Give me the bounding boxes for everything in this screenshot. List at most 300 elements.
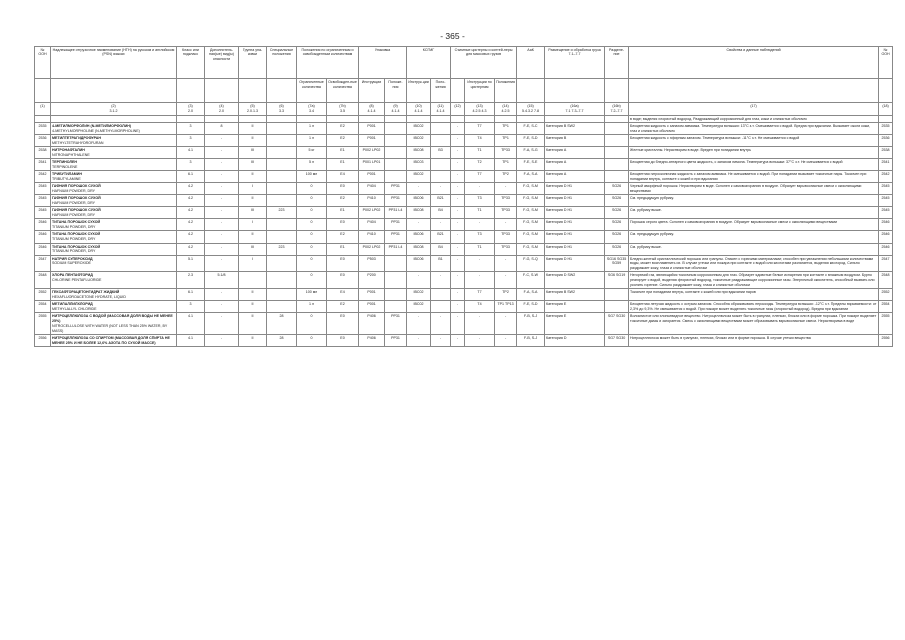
cell-tank-instruction: T7 <box>465 122 495 134</box>
cell-excepted-quantity: E0 <box>327 313 359 335</box>
cell-subsidiary-risk: - <box>205 195 239 207</box>
column-number <box>407 103 431 115</box>
name-en: TERPINOLENE <box>52 164 78 169</box>
cell-un-number: 2542 <box>35 171 51 183</box>
name-ru: МЕТИЛТЕТРАГИДРОФУРАН <box>52 135 101 140</box>
cell-stowage: Категория B SW2 <box>545 122 605 134</box>
cell-un-number-right: 2545 <box>879 207 893 219</box>
cell-un-number-right: 2538 <box>879 147 893 159</box>
cell-tank-instruction: - <box>465 334 495 346</box>
cell-subsidiary-risk: 8 <box>205 122 239 134</box>
name-ru: ТРИБУТИЛАМИН <box>52 172 82 177</box>
column-number <box>385 103 407 115</box>
cell-stowage: Категория D H1 <box>545 183 605 195</box>
cell-special-provisions <box>267 183 297 195</box>
cell-excepted-quantity: E1 <box>327 159 359 171</box>
cell-imo-tank: - <box>451 334 465 346</box>
cell-stowage: Категория D H1 <box>545 255 605 272</box>
cell-imo-tank: - <box>451 301 465 313</box>
cell-stowage: Категория A <box>545 147 605 159</box>
cell-proper-shipping-name <box>51 115 177 122</box>
cell-imo-tank: - <box>451 171 465 183</box>
cell-excepted-quantity: E1 <box>327 147 359 159</box>
cell-un-number-right <box>879 115 893 122</box>
cell-packing-instruction: P404 <box>359 183 385 195</box>
column-number-label: (3) <box>188 103 193 108</box>
col-un-right: № ООН <box>879 47 893 79</box>
cell-un-number: 2545 <box>35 183 51 195</box>
cell-un-number: 2541 <box>35 159 51 171</box>
cell-packing-provision: PP31 <box>385 231 407 243</box>
cell-properties: Бесцветная жидкость с запахом аммиака. Температура вспышки: 13°C з.т. Смешивается с водой. Вредна при вдыхании. Вызывает ожоги кожи, глаз и слизистых оболочек <box>629 122 879 134</box>
column-number-label: (12) <box>454 103 461 108</box>
cell-segregation <box>605 159 629 171</box>
cell-packing-group: I <box>239 219 267 231</box>
column-number-ref: 7.2–7.7 <box>610 108 623 113</box>
cell-imo-tank: - <box>451 183 465 195</box>
cell-ibc-instruction: IBC02 <box>407 171 431 183</box>
cell-special-provisions <box>267 122 297 134</box>
cell-imo-tank: - <box>451 313 465 335</box>
cell-ibc-provision: - <box>431 183 451 195</box>
table-row <box>35 289 893 301</box>
cell-limited-quantity: 0 <box>297 243 327 255</box>
cell-packing-instruction: P001 <box>359 122 385 134</box>
cell-subsidiary-risk: - <box>205 134 239 146</box>
cell-un-number: 2545 <box>35 195 51 207</box>
cell-special-provisions <box>267 147 297 159</box>
cell-imo-tank: - <box>451 122 465 134</box>
cell-excepted-quantity: E0 <box>327 219 359 231</box>
cell-limited-quantity: 1 л <box>297 301 327 313</box>
table-row <box>35 183 893 195</box>
cell-properties: в воде; выделяя хлористый водород. Раздражающий коррозионный для глаз, кожи и слизистых оболочек <box>629 115 879 122</box>
cell-tank-provision <box>495 115 517 122</box>
cell-stowage: Категория A <box>545 171 605 183</box>
cell-segregation <box>605 115 629 122</box>
cell-packing-provision <box>385 272 407 289</box>
cell-ibc-provision: B4 <box>431 243 451 255</box>
name-ru: МЕТИЛАЛЛИЛХЛОРИД <box>52 302 93 307</box>
cell-tank-provision: TP2 <box>495 171 517 183</box>
cell-packing-instruction: P002 LP02 <box>359 207 385 219</box>
cell-ems: F-G, S-Q <box>517 255 545 272</box>
table-row <box>35 334 893 346</box>
cell-packing-provision: PP31 <box>385 183 407 195</box>
column-number-label: (11) <box>437 103 444 108</box>
cell-imo-tank: - <box>451 207 465 219</box>
cell-un-number: 2548 <box>35 272 51 289</box>
cell-un-number-right: 2547 <box>879 255 893 272</box>
cell-packing-instruction: P001 <box>359 134 385 146</box>
cell-proper-shipping-name <box>51 313 177 335</box>
cell-packing-instruction: P001 <box>359 289 385 301</box>
cell-segregation: SG6 SG19 <box>605 272 629 289</box>
cell-ems: F-G, S-M <box>517 231 545 243</box>
column-number-label: (16a) <box>570 103 579 108</box>
cell-properties: Волокнистое или хлопьевидное вещество. Нитроцеллюлоза может быть в гранулах, пленках, блоках или в форме порошка. При пожаре выделяет токсичные дымы и загорается. Смесь с окисляющими веществами может образовывать взрывоопасные смеси. Нерастворима в воде <box>629 313 879 335</box>
name-en: NITRONAPHTHALENE <box>52 152 90 157</box>
cell-tank-instruction: T3 <box>465 195 495 207</box>
column-number-label: (5) <box>250 103 255 108</box>
cell-tank-instruction <box>465 115 495 122</box>
column-number-ref: 2.0.1.3 <box>247 108 258 113</box>
cell-properties: Негорючий газ, являющийся токсичным коррозионным для глаз. Образует ядовитые белые испарения при контакте с влажным воздухом. Бурно реагирует с водой, выделяя фтористый водород, токсичные раздражающие коррозионные газы. Энергичный окислитель, способный вызвать или усилить горение. Сильно раздражает кожу, глаза и слизистые оболочки <box>629 272 879 289</box>
cell-un-number-right: 2555 <box>879 313 893 335</box>
cell-proper-shipping-name <box>51 195 177 207</box>
cell-class: 4.2 <box>177 243 205 255</box>
col-stowage: Размещение и обработка груза 7.1–7.7 <box>545 47 605 79</box>
table-row <box>35 171 893 183</box>
cell-packing-provision <box>385 159 407 171</box>
cell-excepted-quantity: E2 <box>327 231 359 243</box>
cell-ibc-provision: B4 <box>431 207 451 219</box>
name-en: METHYLALLYL CHLORIDE <box>52 306 97 311</box>
cell-packing-group: II <box>239 171 267 183</box>
cell-special-provisions: 223 <box>267 207 297 219</box>
column-number <box>297 103 327 115</box>
cell-packing-group <box>239 115 267 122</box>
cell-class: 4.1 <box>177 313 205 335</box>
cell-subsidiary-risk: - <box>205 301 239 313</box>
cell-stowage: Категория A <box>545 159 605 171</box>
table-row <box>35 313 893 335</box>
cell-ibc-instruction: IBC02 <box>407 301 431 313</box>
cell-proper-shipping-name <box>51 289 177 301</box>
cell-ems: F-G, S-M <box>517 195 545 207</box>
cell-proper-shipping-name <box>51 243 177 255</box>
cell-special-provisions <box>267 115 297 122</box>
col-special-provisions: Специальные положения <box>267 47 297 79</box>
column-number <box>359 103 385 115</box>
cell-proper-shipping-name <box>51 147 177 159</box>
cell-tank-instruction: T7 <box>465 289 495 301</box>
column-number-label: (10) <box>415 103 422 108</box>
cell-packing-group: III <box>239 159 267 171</box>
cell-un-number-right: 2545 <box>879 183 893 195</box>
cell-subsidiary-risk: - <box>205 313 239 335</box>
name-en: HAFNIUM POWDER, DRY <box>52 188 96 193</box>
cell-segregation <box>605 147 629 159</box>
cell-class: 4.2 <box>177 231 205 243</box>
cell-special-provisions <box>267 134 297 146</box>
cell-imo-tank: - <box>451 272 465 289</box>
cell-tank-instruction: - <box>465 313 495 335</box>
cell-limited-quantity: 100 мл <box>297 289 327 301</box>
cell-packing-instruction: P002 LP02 <box>359 243 385 255</box>
cell-un-number-right: 2542 <box>879 171 893 183</box>
cell-class: 4.1 <box>177 147 205 159</box>
cell-stowage: Категория E <box>545 313 605 335</box>
cell-class: 6.1 <box>177 171 205 183</box>
table-row <box>35 115 893 122</box>
name-ru: ГАФНИЯ ПОРОШОК СУХОЙ <box>52 208 101 213</box>
cell-excepted-quantity <box>327 115 359 122</box>
cell-segregation <box>605 171 629 183</box>
cell-proper-shipping-name <box>51 171 177 183</box>
column-number <box>465 103 495 115</box>
name-en: TRIBUTYLAMINE <box>52 176 81 181</box>
cell-excepted-quantity: E0 <box>327 255 359 272</box>
cell-un-number: 2538 <box>35 147 51 159</box>
column-number-label: (4) <box>219 103 224 108</box>
cell-packing-group: III <box>239 207 267 219</box>
cell-subsidiary-risk: - <box>205 289 239 301</box>
cell-packing-provision: PP31 L4 <box>385 243 407 255</box>
cell-stowage: Категория D H1 <box>545 219 605 231</box>
col-properties: Свойства и данные наблюдений <box>629 47 879 79</box>
cell-un-number: 2554 <box>35 301 51 313</box>
cell-limited-quantity: 5 л <box>297 159 327 171</box>
table-row <box>35 243 893 255</box>
cell-segregation: SG26 <box>605 183 629 195</box>
cell-special-provisions <box>267 231 297 243</box>
cell-excepted-quantity: E2 <box>327 134 359 146</box>
cell-packing-provision <box>385 255 407 272</box>
cell-class: 3 <box>177 134 205 146</box>
cell-stowage: Категория D SW2 <box>545 272 605 289</box>
cell-subsidiary-risk: - <box>205 255 239 272</box>
cell-excepted-quantity: E2 <box>327 301 359 313</box>
cell-segregation: SG26 <box>605 207 629 219</box>
cell-proper-shipping-name <box>51 134 177 146</box>
column-number <box>879 103 893 115</box>
cell-packing-instruction: P503 <box>359 255 385 272</box>
name-ru: НИТРОЦЕЛЛЮЛОЗА СО СПИРТОМ (МАССОВАЯ ДОЛЯ СПИРТА НЕ МЕНЕЕ 25% И НЕ БОЛЕЕ 12,6% АЗОТА ПО СУХОЙ МАССЕ) <box>52 335 170 345</box>
name-ru: 4-МЕТИЛМОРФОЛИН (N-МЕТИЛМОРФОЛИН) <box>52 123 131 128</box>
cell-un-number: 2555 <box>35 313 51 335</box>
subcol-imo <box>451 79 465 103</box>
cell-ems: F-G, S-M <box>517 207 545 219</box>
column-number-ref: 4.1.4 <box>391 108 400 113</box>
column-number <box>605 103 629 115</box>
column-number-ref: 4.2.5 4.3 <box>472 108 487 113</box>
cell-un-number: 2546 <box>35 219 51 231</box>
cell-un-number-right: 2536 <box>879 134 893 146</box>
cell-ems: F-G, S-M <box>517 243 545 255</box>
cell-packing-instruction: P001 <box>359 171 385 183</box>
cell-tank-provision: - <box>495 334 517 346</box>
subcol-tank-instr: Инструкции по цистернам <box>465 79 495 103</box>
cell-proper-shipping-name <box>51 272 177 289</box>
column-number-ref: 4.2.5 <box>501 108 510 113</box>
column-number-label: (15) <box>527 103 534 108</box>
subcol-lq: Ограниченные количества <box>297 79 327 103</box>
cell-excepted-quantity: E0 <box>327 272 359 289</box>
cell-packing-group: II <box>239 313 267 335</box>
column-number-label: (7b) <box>339 103 346 108</box>
cell-subsidiary-risk: - <box>205 159 239 171</box>
name-en: HAFNIUM POWDER, DRY <box>52 201 96 205</box>
cell-special-provisions: 28 <box>267 334 297 346</box>
column-number-ref: 3.4 <box>309 108 314 113</box>
cell-limited-quantity: 0 <box>297 272 327 289</box>
cell-packing-group: II <box>239 195 267 207</box>
cell-ibc-provision <box>431 134 451 146</box>
cell-limited-quantity: 1 л <box>297 134 327 146</box>
cell-un-number: 2535 <box>35 122 51 134</box>
cell-properties: Токсичен при попадании внутрь, контакте с кожей или при вдыхании паров <box>629 289 879 301</box>
col-subrisk: Дополнитель-ная(ые) вид(ы) опасности <box>205 47 239 79</box>
table-row <box>35 219 893 231</box>
name-en: TITANIUM POWDER, DRY <box>52 237 96 242</box>
cell-ems: F-C, S-W <box>517 272 545 289</box>
cell-stowage: Категория B SW2 <box>545 289 605 301</box>
header-row-subtitles <box>35 79 893 103</box>
column-number <box>517 103 545 115</box>
cell-special-provisions <box>267 159 297 171</box>
cell-tank-provision: TP33 <box>495 207 517 219</box>
column-number-ref: 4.1.4 <box>367 108 376 113</box>
column-number-label: (18) <box>882 103 889 108</box>
cell-segregation: SG26 <box>605 243 629 255</box>
cell-tank-provision: - <box>495 272 517 289</box>
cell-properties: См. предыдущую рубрику. <box>629 231 879 243</box>
cell-stowage: Категория D <box>545 334 605 346</box>
cell-special-provisions <box>267 195 297 207</box>
name-en: CHLORINE PENTAFLUORIDE <box>52 278 102 283</box>
cell-packing-instruction: P200 <box>359 272 385 289</box>
cell-subsidiary-risk <box>205 115 239 122</box>
cell-tank-provision: TP2 <box>495 289 517 301</box>
cell-ibc-provision: - <box>431 313 451 335</box>
col-aux: АаК <box>517 47 545 79</box>
cell-packing-instruction: P002 LP02 <box>359 147 385 159</box>
subcol-eq: Освобожден-ные количества <box>327 79 359 103</box>
cell-ibc-instruction: IBC06 <box>407 255 431 272</box>
cell-packing-instruction: P001 LP01 <box>359 159 385 171</box>
name-ru: ТИТАНА ПОРОШОК СУХОЙ <box>52 220 101 225</box>
cell-packing-provision <box>385 147 407 159</box>
cell-segregation: SG7 SG30 <box>605 313 629 335</box>
cell-limited-quantity: 100 мл <box>297 171 327 183</box>
table-row <box>35 122 893 134</box>
cell-ems: F-E, S-D <box>517 134 545 146</box>
page-number: - 365 - <box>440 31 465 41</box>
cell-class: 4.2 <box>177 207 205 219</box>
cell-proper-shipping-name <box>51 122 177 134</box>
cell-un-number-right: 2552 <box>879 289 893 301</box>
cell-proper-shipping-name <box>51 255 177 272</box>
column-number-ref: 2.0 <box>219 108 224 113</box>
cell-properties: Желтые кристаллы. Нерастворим в воде. Вреден при попадании внутрь <box>629 147 879 159</box>
cell-stowage: Категория D H1 <box>545 231 605 243</box>
cell-special-provisions <box>267 219 297 231</box>
cell-un-number-right: 2548 <box>879 272 893 289</box>
table-row <box>35 272 893 289</box>
cell-packing-provision: PP31 <box>385 313 407 335</box>
column-number <box>451 103 465 115</box>
cell-properties: Черный аморфный порошок. Нерастворим в воде. Склонен к самовозгоранию в воздухе. Образует взрывоопасные смеси с окисляющими веществами <box>629 183 879 195</box>
cell-ibc-provision <box>431 301 451 313</box>
col-limited-quantities: Положения по ограниченным и освобожденным количествам <box>297 47 359 79</box>
cell-packing-instruction: P406 <box>359 313 385 335</box>
cell-tank-provision: TP33 <box>495 231 517 243</box>
name-ru: ХЛОРА ПЕНТАФТОРИД <box>52 273 93 278</box>
cell-segregation <box>605 301 629 313</box>
cell-special-provisions: 223 <box>267 243 297 255</box>
cell-stowage: Категория D H1 <box>545 207 605 219</box>
cell-un-number-right: 2546 <box>879 243 893 255</box>
name-en: HEXAFLUOROACETONE HYDRATE, LIQUID <box>52 294 126 299</box>
column-number-ref: 7.1 7.3–7.7 <box>565 108 584 113</box>
cell-packing-provision <box>385 115 407 122</box>
cell-segregation: SG7 SG30 <box>605 334 629 346</box>
name-en: NITROCELLULOSE WITH WATER (NOT LESS THAN 25% WATER, BY MASS) <box>52 323 168 333</box>
cell-ibc-provision: - <box>431 219 451 231</box>
cell-ems <box>517 115 545 122</box>
name-en: SODIUM SUPEROXIDE <box>52 261 91 266</box>
cell-imo-tank: - <box>451 289 465 301</box>
table-row <box>35 207 893 219</box>
cell-ibc-provision <box>431 159 451 171</box>
cell-special-provisions <box>267 255 297 272</box>
cell-limited-quantity: 1 л <box>297 122 327 134</box>
cell-ibc-provision: B1 <box>431 255 451 272</box>
cell-stowage: Категория B <box>545 134 605 146</box>
name-ru: ГАФНИЯ ПОРОШОК СУХОЙ <box>52 196 101 201</box>
cell-ibc-instruction: IBC02 <box>407 122 431 134</box>
name-ru: НИТРОЦЕЛЛЮЛОЗА С ВОДОЙ (МАССОВАЯ ДОЛЯ ВОДЫ НЕ МЕНЕЕ 25%) <box>52 314 173 324</box>
column-number <box>629 103 879 115</box>
cell-packing-group: II <box>239 289 267 301</box>
cell-subsidiary-risk: 5.1/8 <box>205 272 239 289</box>
cell-imo-tank: - <box>451 147 465 159</box>
cell-excepted-quantity: E4 <box>327 289 359 301</box>
column-number <box>35 103 51 115</box>
cell-stowage: Категория D H1 <box>545 243 605 255</box>
cell-excepted-quantity: E2 <box>327 195 359 207</box>
cell-limited-quantity: 0 <box>297 334 327 346</box>
col-un: № ООН <box>35 47 51 79</box>
cell-tank-provision: TP1 <box>495 159 517 171</box>
cell-un-number: 2556 <box>35 334 51 346</box>
name-en: METHYLTETRAHYDROFURAN <box>52 140 104 145</box>
cell-excepted-quantity: E1 <box>327 207 359 219</box>
cell-tank-provision: TP33 <box>495 243 517 255</box>
cell-properties: См. рубрику выше. <box>629 243 879 255</box>
col-packing-group: Группа упа-ковки <box>239 47 267 79</box>
cell-un-number: 2552 <box>35 289 51 301</box>
cell-ibc-provision <box>431 289 451 301</box>
cell-proper-shipping-name <box>51 159 177 171</box>
cell-limited-quantity: 0 <box>297 195 327 207</box>
cell-excepted-quantity: E2 <box>327 122 359 134</box>
name-en: HAFNIUM POWDER, DRY <box>52 213 96 218</box>
cell-limited-quantity: 0 <box>297 219 327 231</box>
cell-packing-group <box>239 272 267 289</box>
column-number-label: (17) <box>750 103 757 108</box>
cell-class: 3 <box>177 301 205 313</box>
cell-properties: Бесцветная жидкость с эфирным запахом. Температура вспышки: -11°C з.т. Не смешивается с водой <box>629 134 879 146</box>
cell-tank-instruction: - <box>465 272 495 289</box>
cell-packing-provision <box>385 171 407 183</box>
cell-ems: F-E, S-C <box>517 122 545 134</box>
cell-un-number: 2546 <box>35 231 51 243</box>
subcol-ibc-prov: Поло-жения <box>431 79 451 103</box>
cell-packing-provision <box>385 289 407 301</box>
cell-stowage <box>545 115 605 122</box>
cell-un-number-right: 2554 <box>879 301 893 313</box>
cell-imo-tank: - <box>451 134 465 146</box>
cell-proper-shipping-name <box>51 301 177 313</box>
subcol-ibc-instr: Инструк-ции <box>407 79 431 103</box>
cell-class: 3 <box>177 122 205 134</box>
cell-tank-provision: TP1 <box>495 134 517 146</box>
header-row-titles <box>35 47 893 79</box>
cell-ibc-instruction: - <box>407 313 431 335</box>
cell-imo-tank: - <box>451 219 465 231</box>
